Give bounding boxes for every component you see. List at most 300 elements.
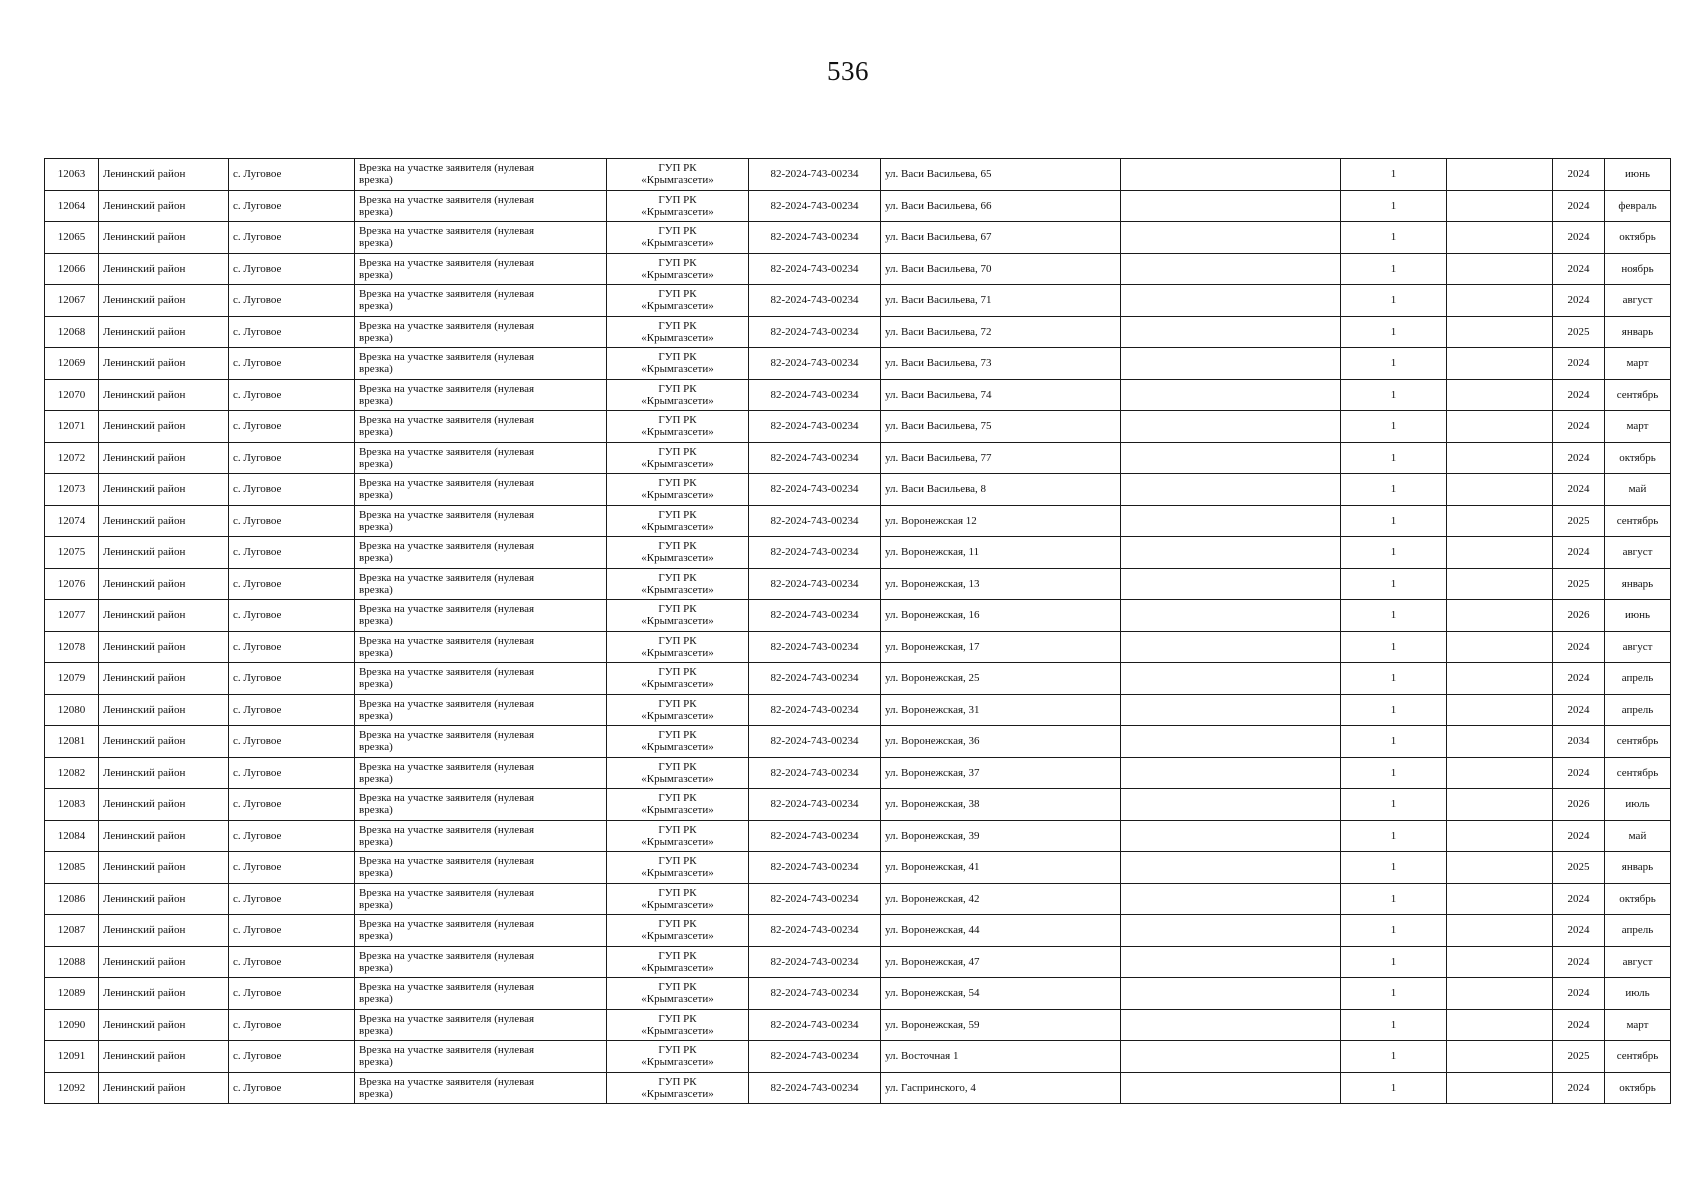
settlement-cell: с. Луговое [229, 883, 355, 915]
empty-cell [1121, 663, 1341, 695]
settlement-cell: с. Луговое [229, 505, 355, 537]
work-type-line: Врезка на участке заявителя (нулевая [359, 823, 535, 836]
work-type-cell [355, 222, 607, 254]
program-code-cell: 82-2024-743-00234 [749, 568, 881, 600]
empty-cell [1447, 159, 1553, 191]
quantity-cell: 1 [1341, 1009, 1447, 1041]
organization-line: «Крымгазсети» [641, 300, 714, 313]
table-row [45, 789, 1671, 821]
quantity-cell: 1 [1341, 789, 1447, 821]
quantity-cell: 1 [1341, 631, 1447, 663]
empty-cell [1447, 442, 1553, 474]
work-type-line: Врезка на участке заявителя (нулевая [359, 508, 535, 521]
work-type-cell [355, 1041, 607, 1073]
row-number-cell: 12066 [45, 253, 99, 285]
work-type-cell [355, 348, 607, 380]
district-cell: Ленинский район [99, 694, 229, 726]
month-cell: март [1605, 411, 1671, 443]
row-number-cell: 12085 [45, 852, 99, 884]
address-cell: ул. Гаспринского, 4 [881, 1072, 1121, 1104]
table-row [45, 600, 1671, 632]
month-cell: февраль [1605, 190, 1671, 222]
settlement-cell: с. Луговое [229, 1041, 355, 1073]
organization-cell [607, 946, 749, 978]
district-cell: Ленинский район [99, 820, 229, 852]
address-cell: ул. Воронежская, 38 [881, 789, 1121, 821]
settlement-cell: с. Луговое [229, 946, 355, 978]
work-type-line: врезка) [359, 457, 393, 470]
district-cell: Ленинский район [99, 726, 229, 758]
work-type-cell [355, 568, 607, 600]
organization-line: «Крымгазсети» [641, 457, 714, 470]
table-row [45, 631, 1671, 663]
empty-cell [1121, 568, 1341, 600]
month-cell: апрель [1605, 694, 1671, 726]
table-row [45, 348, 1671, 380]
work-type-cell [355, 316, 607, 348]
row-number-cell: 12079 [45, 663, 99, 695]
address-cell: ул. Воронежская, 54 [881, 978, 1121, 1010]
program-code-cell: 82-2024-743-00234 [749, 852, 881, 884]
empty-cell [1447, 757, 1553, 789]
organization-line: «Крымгазсети» [641, 205, 714, 218]
district-cell: Ленинский район [99, 159, 229, 191]
address-cell: ул. Васи Васильева, 65 [881, 159, 1121, 191]
year-cell: 2024 [1553, 379, 1605, 411]
work-type-line: врезка) [359, 646, 393, 659]
program-code-cell: 82-2024-743-00234 [749, 663, 881, 695]
work-type-line: врезка) [359, 268, 393, 281]
empty-cell [1121, 631, 1341, 663]
work-type-line: Врезка на участке заявителя (нулевая [359, 540, 535, 553]
table-row [45, 222, 1671, 254]
organization-line: «Крымгазсети» [641, 835, 714, 848]
quantity-cell: 1 [1341, 1072, 1447, 1104]
program-code-cell: 82-2024-743-00234 [749, 348, 881, 380]
work-type-line: Врезка на участке заявителя (нулевая [359, 918, 535, 931]
row-number-cell: 12070 [45, 379, 99, 411]
table-row [45, 1041, 1671, 1073]
work-type-line: врезка) [359, 520, 393, 533]
work-type-line: Врезка на участке заявителя (нулевая [359, 1044, 535, 1057]
work-type-cell [355, 474, 607, 506]
year-cell: 2024 [1553, 411, 1605, 443]
month-cell: сентябрь [1605, 379, 1671, 411]
work-type-line: врезка) [359, 898, 393, 911]
address-cell: ул. Воронежская, 17 [881, 631, 1121, 663]
table-row [45, 1009, 1671, 1041]
table-row [45, 474, 1671, 506]
address-cell: ул. Воронежская, 42 [881, 883, 1121, 915]
settlement-cell: с. Луговое [229, 600, 355, 632]
table-row [45, 726, 1671, 758]
work-type-cell [355, 915, 607, 947]
empty-cell [1121, 190, 1341, 222]
program-code-cell: 82-2024-743-00234 [749, 316, 881, 348]
work-type-cell [355, 411, 607, 443]
year-cell: 2024 [1553, 883, 1605, 915]
row-number-cell: 12065 [45, 222, 99, 254]
organization-cell [607, 285, 749, 317]
address-cell: ул. Васи Васильева, 8 [881, 474, 1121, 506]
organization-line: «Крымгазсети» [641, 804, 714, 817]
organization-line: ГУП РК [658, 792, 697, 805]
organization-cell [607, 915, 749, 947]
work-type-line: врезка) [359, 552, 393, 565]
address-cell: ул. Васи Васильева, 74 [881, 379, 1121, 411]
organization-cell [607, 820, 749, 852]
district-cell: Ленинский район [99, 285, 229, 317]
work-type-cell [355, 694, 607, 726]
month-cell: апрель [1605, 663, 1671, 695]
organization-line: ГУП РК [658, 225, 697, 238]
work-type-line: врезка) [359, 237, 393, 250]
table-row [45, 883, 1671, 915]
work-type-cell [355, 757, 607, 789]
empty-cell [1121, 222, 1341, 254]
organization-line: «Крымгазсети» [641, 615, 714, 628]
empty-cell [1447, 1041, 1553, 1073]
organization-line: «Крымгазсети» [641, 268, 714, 281]
address-cell: ул. Воронежская, 44 [881, 915, 1121, 947]
work-type-line: врезка) [359, 583, 393, 596]
organization-cell [607, 505, 749, 537]
table-row [45, 285, 1671, 317]
work-type-cell [355, 726, 607, 758]
quantity-cell: 1 [1341, 694, 1447, 726]
settlement-cell: с. Луговое [229, 253, 355, 285]
organization-line: ГУП РК [658, 382, 697, 395]
row-number-cell: 12078 [45, 631, 99, 663]
row-number-cell: 12068 [45, 316, 99, 348]
month-cell: январь [1605, 852, 1671, 884]
empty-cell [1447, 663, 1553, 695]
work-type-line: врезка) [359, 867, 393, 880]
quantity-cell: 1 [1341, 379, 1447, 411]
empty-cell [1121, 1041, 1341, 1073]
month-cell: октябрь [1605, 883, 1671, 915]
work-type-line: врезка) [359, 615, 393, 628]
program-code-cell: 82-2024-743-00234 [749, 600, 881, 632]
row-number-cell: 12076 [45, 568, 99, 600]
work-type-line: врезка) [359, 1024, 393, 1037]
organization-cell [607, 757, 749, 789]
work-type-cell [355, 978, 607, 1010]
year-cell: 2024 [1553, 222, 1605, 254]
district-cell: Ленинский район [99, 316, 229, 348]
program-code-cell: 82-2024-743-00234 [749, 978, 881, 1010]
row-number-cell: 12077 [45, 600, 99, 632]
organization-line: «Крымгазсети» [641, 709, 714, 722]
address-cell: ул. Воронежская, 36 [881, 726, 1121, 758]
address-cell: ул. Васи Васильева, 72 [881, 316, 1121, 348]
program-code-cell: 82-2024-743-00234 [749, 789, 881, 821]
work-type-line: врезка) [359, 804, 393, 817]
program-code-cell: 82-2024-743-00234 [749, 411, 881, 443]
year-cell: 2024 [1553, 285, 1605, 317]
program-code-cell: 82-2024-743-00234 [749, 757, 881, 789]
table-row [45, 1072, 1671, 1104]
work-type-line: Врезка на участке заявителя (нулевая [359, 792, 535, 805]
work-type-cell [355, 1009, 607, 1041]
organization-line: ГУП РК [658, 540, 697, 553]
organization-cell [607, 537, 749, 569]
work-type-line: Врезка на участке заявителя (нулевая [359, 1075, 535, 1088]
row-number-cell: 12092 [45, 1072, 99, 1104]
row-number-cell: 12073 [45, 474, 99, 506]
row-number-cell: 12063 [45, 159, 99, 191]
work-type-cell [355, 253, 607, 285]
program-code-cell: 82-2024-743-00234 [749, 946, 881, 978]
program-code-cell: 82-2024-743-00234 [749, 1041, 881, 1073]
program-code-cell: 82-2024-743-00234 [749, 285, 881, 317]
quantity-cell: 1 [1341, 1041, 1447, 1073]
settlement-cell: с. Луговое [229, 442, 355, 474]
district-cell: Ленинский район [99, 663, 229, 695]
year-cell: 2034 [1553, 726, 1605, 758]
organization-cell [607, 789, 749, 821]
settlement-cell: с. Луговое [229, 694, 355, 726]
table-row [45, 978, 1671, 1010]
empty-cell [1447, 222, 1553, 254]
organization-line: ГУП РК [658, 1012, 697, 1025]
district-cell: Ленинский район [99, 537, 229, 569]
organization-line: «Крымгазсети» [641, 1056, 714, 1069]
empty-cell [1447, 820, 1553, 852]
quantity-cell: 1 [1341, 159, 1447, 191]
register-table-wrapper [44, 158, 1670, 1104]
quantity-cell: 1 [1341, 663, 1447, 695]
empty-cell [1447, 946, 1553, 978]
work-type-line: врезка) [359, 835, 393, 848]
row-number-cell: 12084 [45, 820, 99, 852]
district-cell: Ленинский район [99, 379, 229, 411]
empty-cell [1447, 915, 1553, 947]
table-row [45, 852, 1671, 884]
district-cell: Ленинский район [99, 883, 229, 915]
empty-cell [1447, 1009, 1553, 1041]
organization-cell [607, 411, 749, 443]
organization-line: ГУП РК [658, 634, 697, 647]
work-type-cell [355, 379, 607, 411]
year-cell: 2024 [1553, 694, 1605, 726]
organization-line: ГУП РК [658, 1044, 697, 1057]
organization-line: «Крымгазсети» [641, 993, 714, 1006]
organization-line: ГУП РК [658, 193, 697, 206]
table-row [45, 411, 1671, 443]
organization-line: «Крымгазсети» [641, 741, 714, 754]
table-row [45, 159, 1671, 191]
organization-cell [607, 852, 749, 884]
row-number-cell: 12072 [45, 442, 99, 474]
work-type-line: врезка) [359, 331, 393, 344]
program-code-cell: 82-2024-743-00234 [749, 537, 881, 569]
organization-line: «Крымгазсети» [641, 174, 714, 187]
organization-line: «Крымгазсети» [641, 646, 714, 659]
empty-cell [1447, 285, 1553, 317]
empty-cell [1121, 411, 1341, 443]
month-cell: август [1605, 285, 1671, 317]
organization-line: ГУП РК [658, 162, 697, 175]
empty-cell [1121, 159, 1341, 191]
work-type-cell [355, 285, 607, 317]
empty-cell [1447, 316, 1553, 348]
year-cell: 2024 [1553, 442, 1605, 474]
month-cell: май [1605, 474, 1671, 506]
year-cell: 2026 [1553, 600, 1605, 632]
organization-line: ГУП РК [658, 666, 697, 679]
table-row [45, 379, 1671, 411]
work-type-cell [355, 600, 607, 632]
empty-cell [1447, 537, 1553, 569]
organization-line: «Крымгазсети» [641, 772, 714, 785]
organization-cell [607, 474, 749, 506]
empty-cell [1447, 694, 1553, 726]
empty-cell [1121, 694, 1341, 726]
organization-cell [607, 1072, 749, 1104]
work-type-line: врезка) [359, 394, 393, 407]
empty-cell [1447, 474, 1553, 506]
organization-cell [607, 159, 749, 191]
address-cell: ул. Воронежская, 47 [881, 946, 1121, 978]
organization-cell [607, 316, 749, 348]
work-type-line: врезка) [359, 1056, 393, 1069]
work-type-line: Врезка на участке заявителя (нулевая [359, 634, 535, 647]
quantity-cell: 1 [1341, 348, 1447, 380]
table-row [45, 694, 1671, 726]
district-cell: Ленинский район [99, 978, 229, 1010]
work-type-line: врезка) [359, 363, 393, 376]
year-cell: 2024 [1553, 757, 1605, 789]
quantity-cell: 1 [1341, 852, 1447, 884]
work-type-cell [355, 505, 607, 537]
address-cell: ул. Воронежская, 16 [881, 600, 1121, 632]
district-cell: Ленинский район [99, 915, 229, 947]
organization-cell [607, 190, 749, 222]
organization-line: ГУП РК [658, 414, 697, 427]
work-type-line: врезка) [359, 205, 393, 218]
empty-cell [1447, 789, 1553, 821]
work-type-line: врезка) [359, 961, 393, 974]
district-cell: Ленинский район [99, 442, 229, 474]
organization-cell [607, 253, 749, 285]
quantity-cell: 1 [1341, 946, 1447, 978]
settlement-cell: с. Луговое [229, 159, 355, 191]
table-row [45, 190, 1671, 222]
organization-line: «Крымгазсети» [641, 363, 714, 376]
table-row [45, 820, 1671, 852]
month-cell: апрель [1605, 915, 1671, 947]
district-cell: Ленинский район [99, 1072, 229, 1104]
year-cell: 2024 [1553, 663, 1605, 695]
table-row [45, 505, 1671, 537]
settlement-cell: с. Луговое [229, 820, 355, 852]
empty-cell [1121, 1009, 1341, 1041]
quantity-cell: 1 [1341, 411, 1447, 443]
settlement-cell: с. Луговое [229, 1009, 355, 1041]
organization-line: ГУП РК [658, 1075, 697, 1088]
work-type-cell [355, 883, 607, 915]
work-type-line: Врезка на участке заявителя (нулевая [359, 288, 535, 301]
organization-line: «Крымгазсети» [641, 930, 714, 943]
row-number-cell: 12090 [45, 1009, 99, 1041]
organization-cell [607, 631, 749, 663]
organization-line: «Крымгазсети» [641, 1087, 714, 1100]
work-type-cell [355, 663, 607, 695]
year-cell: 2024 [1553, 978, 1605, 1010]
district-cell: Ленинский район [99, 1009, 229, 1041]
year-cell: 2024 [1553, 253, 1605, 285]
district-cell: Ленинский район [99, 190, 229, 222]
row-number-cell: 12067 [45, 285, 99, 317]
program-code-cell: 82-2024-743-00234 [749, 253, 881, 285]
empty-cell [1447, 883, 1553, 915]
address-cell: ул. Воронежская, 11 [881, 537, 1121, 569]
quantity-cell: 1 [1341, 883, 1447, 915]
year-cell: 2024 [1553, 631, 1605, 663]
work-type-line: Врезка на участке заявителя (нулевая [359, 855, 535, 868]
organization-line: «Крымгазсети» [641, 394, 714, 407]
empty-cell [1121, 442, 1341, 474]
work-type-line: врезка) [359, 930, 393, 943]
empty-cell [1121, 757, 1341, 789]
table-body [45, 159, 1671, 1104]
year-cell: 2025 [1553, 316, 1605, 348]
work-type-line: Врезка на участке заявителя (нулевая [359, 193, 535, 206]
empty-cell [1121, 285, 1341, 317]
district-cell: Ленинский район [99, 568, 229, 600]
work-type-line: Врезка на участке заявителя (нулевая [359, 886, 535, 899]
month-cell: май [1605, 820, 1671, 852]
work-type-line: Врезка на участке заявителя (нулевая [359, 319, 535, 332]
empty-cell [1121, 883, 1341, 915]
empty-cell [1447, 411, 1553, 443]
table-row [45, 537, 1671, 569]
organization-line: «Крымгазсети» [641, 489, 714, 502]
settlement-cell: с. Луговое [229, 789, 355, 821]
address-cell: ул. Воронежская, 41 [881, 852, 1121, 884]
organization-cell [607, 442, 749, 474]
empty-cell [1447, 631, 1553, 663]
work-type-line: Врезка на участке заявителя (нулевая [359, 477, 535, 490]
empty-cell [1121, 852, 1341, 884]
month-cell: ноябрь [1605, 253, 1671, 285]
organization-line: ГУП РК [658, 508, 697, 521]
quantity-cell: 1 [1341, 568, 1447, 600]
work-type-line: врезка) [359, 426, 393, 439]
row-number-cell: 12080 [45, 694, 99, 726]
organization-line: ГУП РК [658, 445, 697, 458]
month-cell: сентябрь [1605, 726, 1671, 758]
table-row [45, 442, 1671, 474]
empty-cell [1447, 348, 1553, 380]
month-cell: январь [1605, 568, 1671, 600]
quantity-cell: 1 [1341, 978, 1447, 1010]
program-code-cell: 82-2024-743-00234 [749, 1072, 881, 1104]
quantity-cell: 1 [1341, 442, 1447, 474]
table-row [45, 663, 1671, 695]
district-cell: Ленинский район [99, 411, 229, 443]
work-type-cell [355, 1072, 607, 1104]
organization-line: «Крымгазсети» [641, 552, 714, 565]
district-cell: Ленинский район [99, 789, 229, 821]
program-code-cell: 82-2024-743-00234 [749, 442, 881, 474]
year-cell: 2024 [1553, 1072, 1605, 1104]
program-code-cell: 82-2024-743-00234 [749, 379, 881, 411]
empty-cell [1121, 915, 1341, 947]
program-code-cell: 82-2024-743-00234 [749, 190, 881, 222]
address-cell: ул. Воронежская, 25 [881, 663, 1121, 695]
